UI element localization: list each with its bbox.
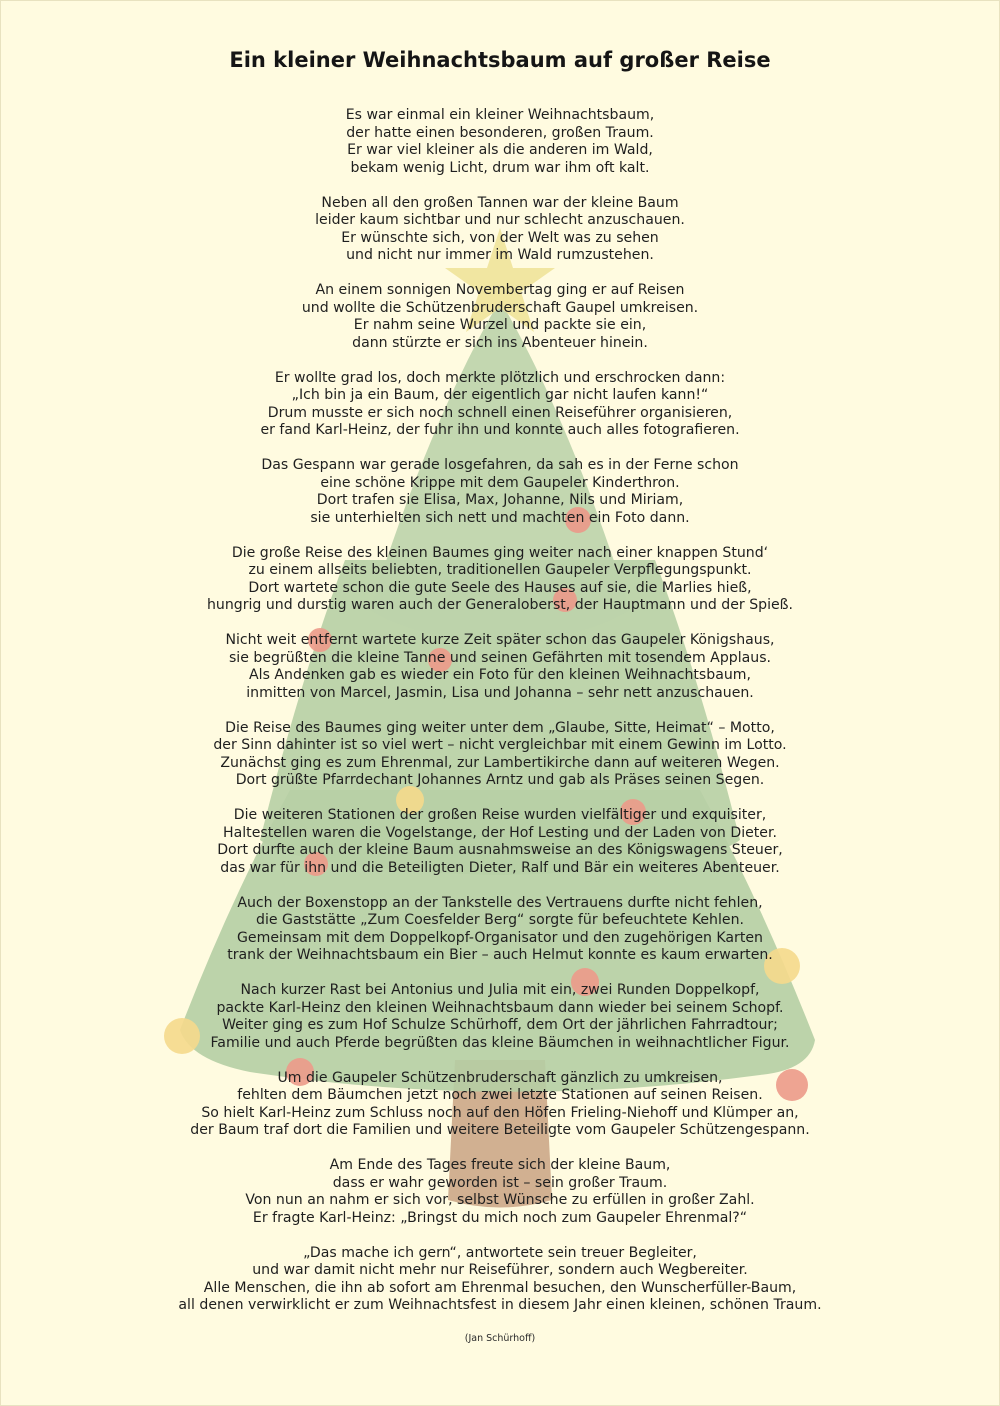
stanza [0,1245,1000,1315]
poem-line: Neben all den großen Tannen war der kleine Baum [321,194,679,211]
poem-line: Er fragte Karl-Heinz: „Bringst du mich noch zum Gaupeler Ehrenmal?“ [252,1209,748,1226]
author-credit: (Jan Schürhoff) [464,1333,536,1344]
poem-line: dann stürzte er sich ins Abenteuer hinein. [352,334,648,351]
poem-line: Dort trafen sie Elisa, Max, Johanne, Nils und Miriam, [316,492,684,508]
stanza [0,807,1000,877]
stanza [0,1157,1000,1227]
poem-line: und wollte die Schützenbruderschaft Gaupel umkreisen. [301,299,699,316]
poem-line: sie begrüßten die kleine Tanne und seinen Gefährten mit tosendem Applaus. [228,649,772,666]
poem-line: Dort wartete schon die gute Seele des Hauses auf sie, die Marlies hieß, [248,579,752,596]
poem-line: An einem sonnigen Novembertag ging er auf Reisen [315,282,685,298]
stanza [0,282,1000,352]
poem-line: Weiter ging es zum Hof Schulze Schürhoff, dem Ort der jährlichen Fahrradtour; [222,1017,778,1033]
poem-line: und war damit nicht mehr nur Reiseführer, sondern auch Wegbereiter. [252,1262,748,1278]
poem-line: Am Ende des Tages freute sich der kleine Baum, [329,1157,671,1173]
stanza [0,632,1000,702]
poem-line: der hatte einen besonderen, großen Traum. [346,124,654,141]
poem-line: all denen verwirklicht er zum Weihnachtsfest in diesem Jahr einen kleinen, schönen Traum. [178,1297,822,1313]
poem-line: Von nun an nahm er sich vor, selbst Wünsche zu erfüllen in großer Zahl. [245,1192,755,1208]
poem-line: eine schöne Krippe mit dem Gaupeler Kinderthron. [320,474,680,491]
poem-line: inmitten von Marcel, Jasmin, Lisa und Johanna – sehr nett anzuschauen. [246,684,754,701]
poem-line: Alle Menschen, die ihn ab sofort am Ehrenmal besuchen, den Wunscherfüller-Baum, [203,1279,797,1296]
poem-line: Das Gespann war gerade losgefahren, da sah es in der Ferne schon [261,457,739,473]
poem-line: So hielt Karl-Heinz zum Schluss noch auf den Höfen Frieling-Niehoff und Klümper an, [201,1104,799,1121]
stanza [0,895,1000,965]
poem-line: Gemeinsam mit dem Doppelkopf-Organisator und den zugehörigen Karten [237,929,763,946]
poem-line: „Ich bin ja ein Baum, der eigentlich gar nicht laufen kann!“ [291,387,709,403]
poem-line: trank der Weihnachtsbaum ein Bier – auch Helmut konnte es kaum erwarten. [227,947,773,963]
poem-line: Dort durfte auch der kleine Baum ausnahmsweise an des Königswagens Steuer, [217,842,783,858]
poem-title: Ein kleiner Weihnachtsbaum auf großer Reise [229,48,771,72]
poem-line: Die große Reise des kleinen Baumes ging weiter nach einer knappen Stund‘ [231,544,769,561]
poem-line: bekam wenig Licht, drum war ihm oft kalt. [350,159,650,176]
poem-line: das war für ihn und die Beteiligten Dieter, Ralf und Bär ein weiteres Abenteuer. [220,859,780,876]
poem-line: Familie und auch Pferde begrüßten das kleine Bäumchen in weihnachtlicher Figur. [210,1034,790,1051]
poem-line: fehlten dem Bäumchen jetzt noch zwei letzte Stationen auf seinen Reisen. [237,1087,763,1103]
stanza [0,982,1000,1052]
poem-line: er fand Karl-Heinz, der fuhr ihn und konnte auch alles fotografieren. [260,422,740,438]
poem-line: hungrig und durstig waren auch der Generaloberst, der Hauptmann und der Spieß. [206,597,794,613]
stanza [0,457,1000,527]
poem-line: Um die Gaupeler Schützenbruderschaft gänzlich zu umkreisen, [277,1069,723,1086]
poem-line: Er wünschte sich, von der Welt was zu sehen [341,229,659,246]
stanza [0,545,1000,615]
poem-line: Nicht weit entfernt wartete kurze Zeit später schon das Gaupeler Königshaus, [225,632,775,648]
poem-line: Als Andenken gab es wieder ein Foto für den kleinen Weihnachtsbaum, [249,667,751,683]
poem-line: Nach kurzer Rast bei Antonius und Julia mit ein, zwei Runden Doppelkopf, [240,982,760,998]
poem-line: der Baum traf dort die Familien und weitere Beteiligte vom Gaupeler Schützengespann. [190,1122,810,1138]
poem-line: der Sinn dahinter ist so viel wert – nicht vergleichbar mit einem Gewinn im Lotto. [213,737,787,753]
poem-line: packte Karl-Heinz den kleinen Weihnachtsbaum dann wieder bei seinem Schopf. [216,999,784,1016]
poem-line: Die weiteren Stationen der großen Reise wurden vielfältiger und exquisiter, [233,807,767,823]
stanza [0,370,1000,440]
poem-line: dass er wahr geworden ist – sein großer Traum. [332,1174,668,1191]
poem-line: sie unterhielten sich nett und machten ein Foto dann. [310,509,690,526]
poem-line: Zunächst ging es zum Ehrenmal, zur Lambertikirche dann auf weiteren Wegen. [220,754,780,771]
stanza [0,195,1000,265]
stanza [0,1070,1000,1140]
poem-line: zu einem allseits beliebten, traditionellen Gaupeler Verpflegungspunkt. [248,562,752,578]
poem-line: Haltestellen waren die Vogelstange, der Hof Lesting und der Laden von Dieter. [223,824,777,841]
poem-line: Er wollte grad los, doch merkte plötzlich und erschrocken dann: [274,369,726,386]
poem-line: leider kaum sichtbar und nur schlecht anzuschauen. [315,212,685,228]
poem-line: Er nahm seine Wurzel und packte sie ein, [353,317,647,333]
poem-line: Es war einmal ein kleiner Weihnachtsbaum, [345,107,655,123]
stanza [0,107,1000,177]
poem-line: und nicht nur immer im Wald rumzustehen. [346,247,654,263]
poem-line: Die Reise des Baumes ging weiter unter dem „Glaube, Sitte, Heimat“ – Motto, [225,719,775,736]
poem-line: Er war viel kleiner als die anderen im Wald, [347,142,653,158]
poem-line: Dort grüßte Pfarrdechant Johannes Arntz und gab als Präses seinen Segen. [235,772,765,788]
poem-line: die Gaststätte „Zum Coesfelder Berg“ sorgte für befeuchtete Kehlen. [256,912,744,928]
poem-line: Drum musste er sich noch schnell einen Reiseführer organisieren, [267,404,733,421]
poem-line: „Das mache ich gern“, antwortete sein treuer Begleiter, [303,1244,697,1261]
poem-line: Auch der Boxenstopp an der Tankstelle des Vertrauens durfte nicht fehlen, [237,894,763,911]
poem-body [0,107,1000,1315]
stanza [0,720,1000,790]
